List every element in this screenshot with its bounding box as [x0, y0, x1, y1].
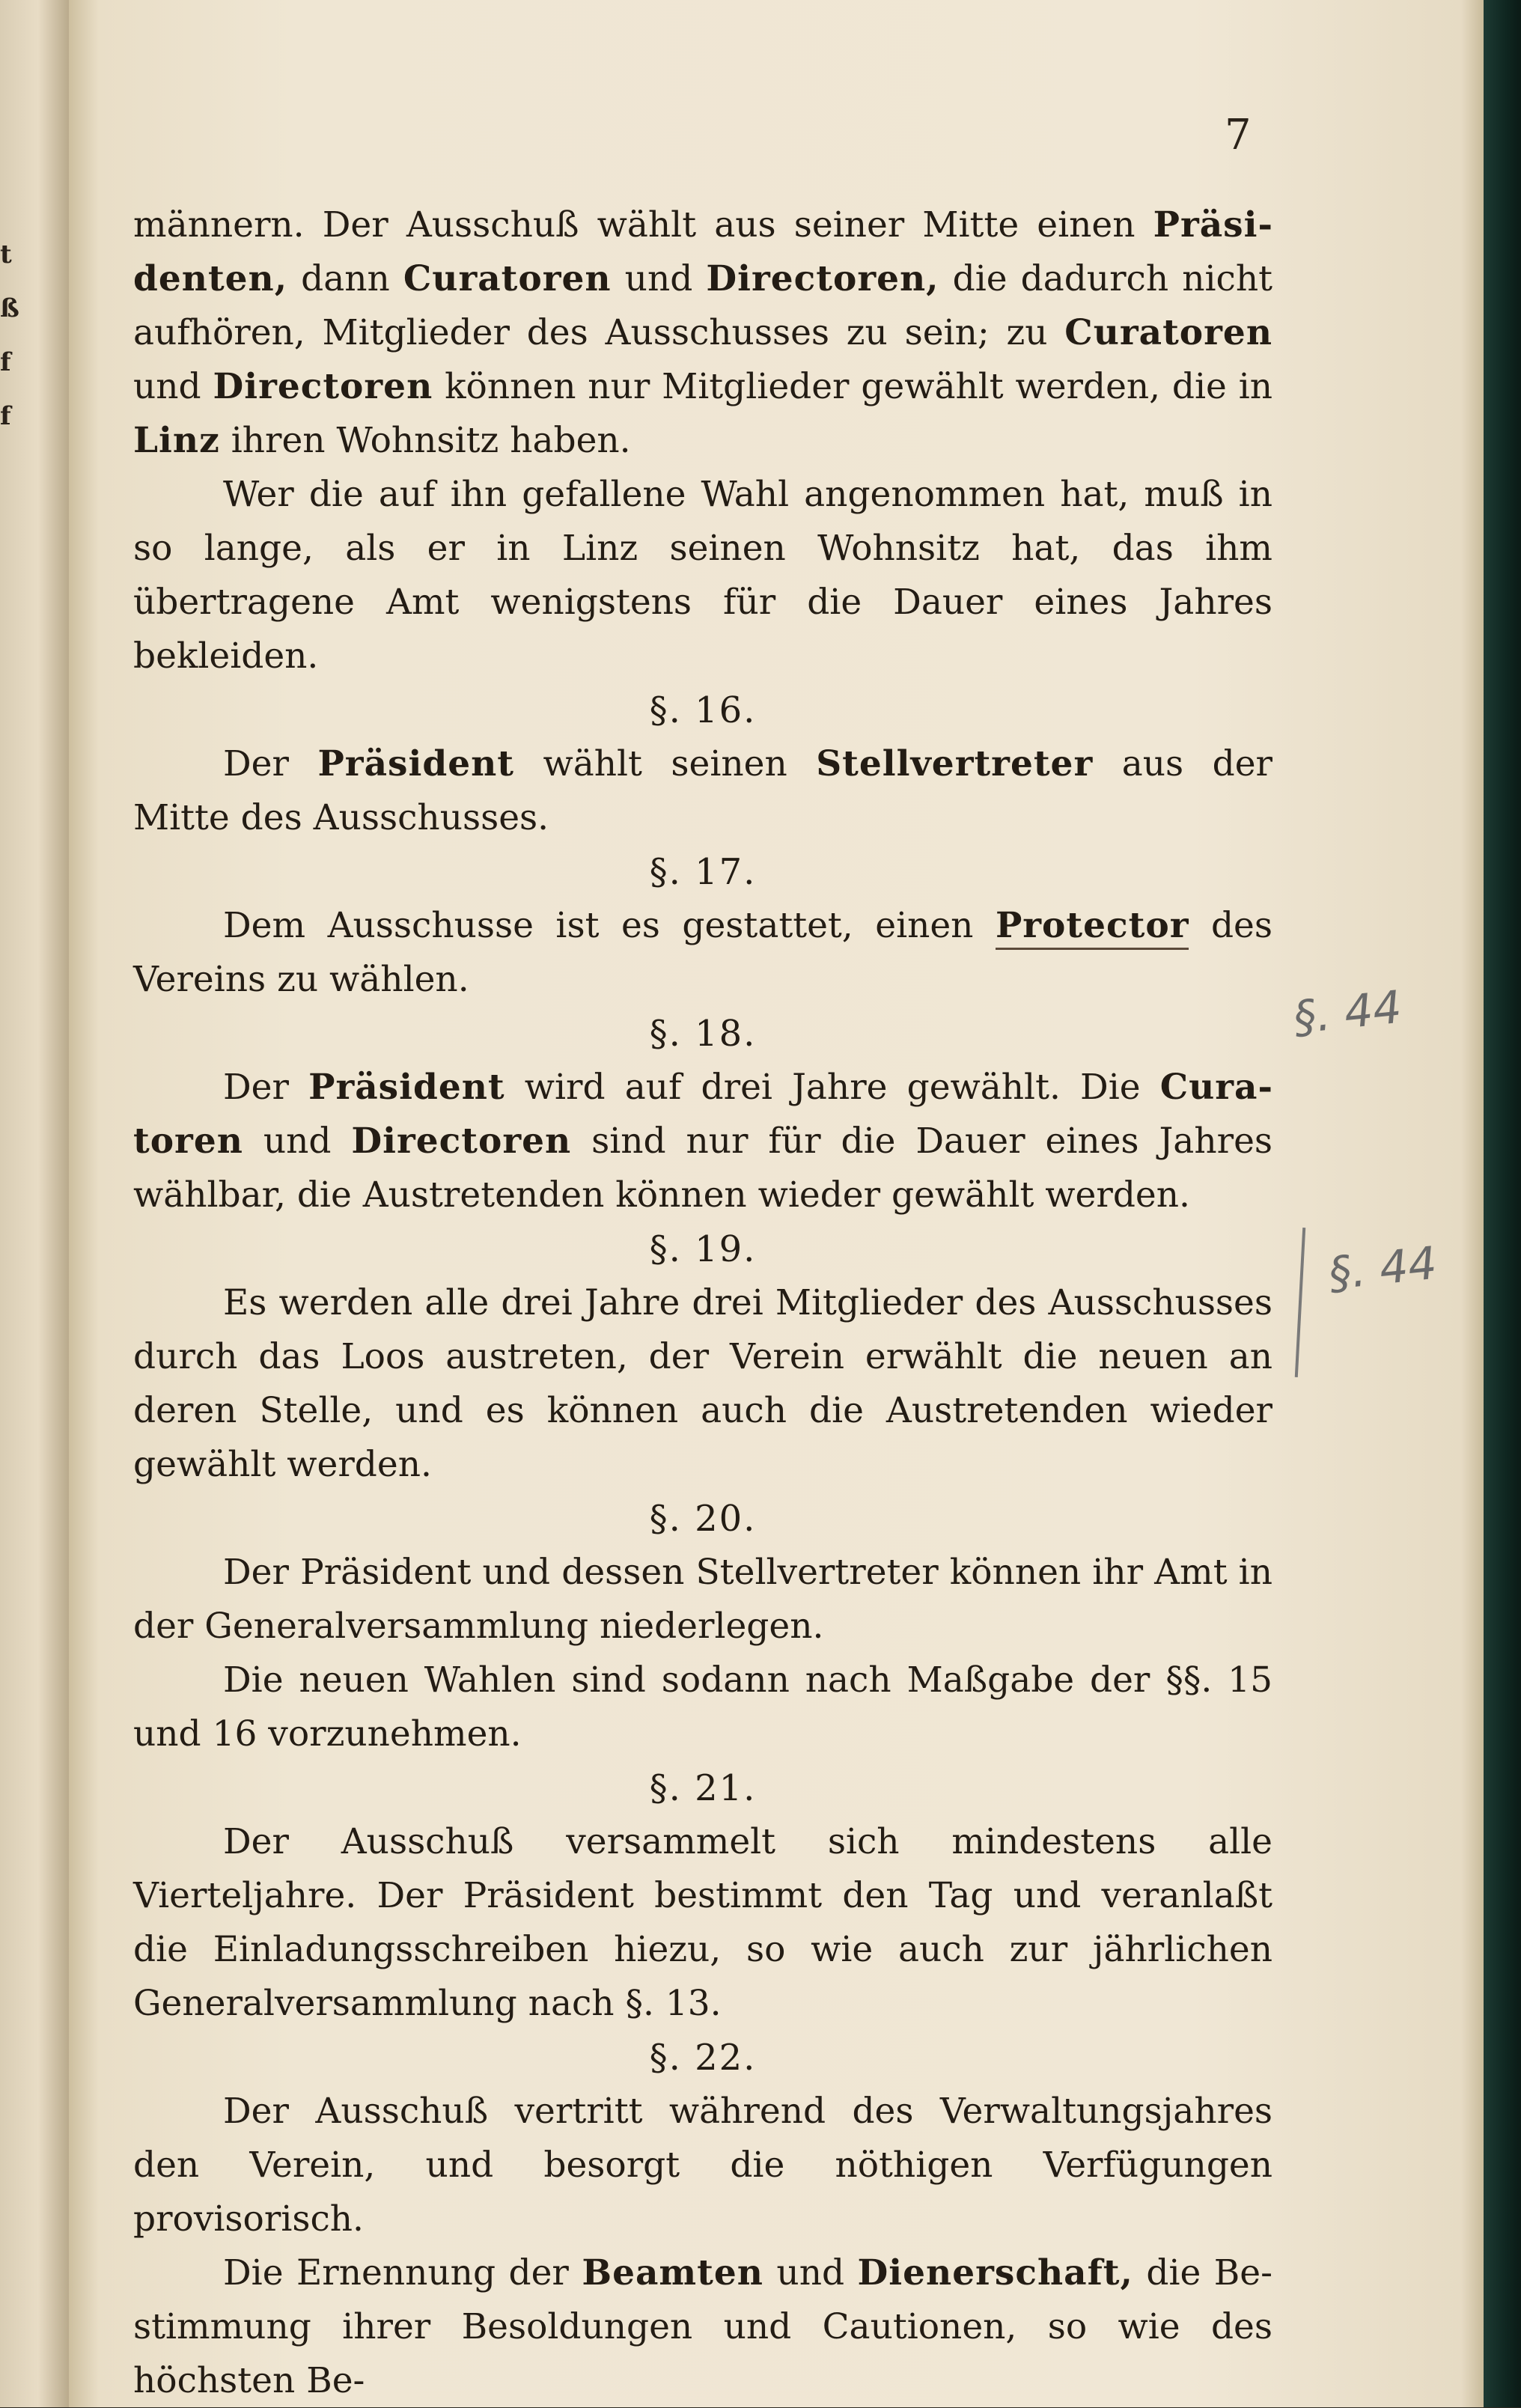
edge-char: f: [0, 401, 11, 431]
section-heading: §. 16.: [649, 689, 757, 731]
emphasized-term: Protector: [996, 905, 1189, 950]
text-run: sind nur für die Dauer eines Jahres wählbar, die Austretenden können wieder gewählt werden.: [133, 1121, 1273, 1216]
facing-page-edge: [0, 0, 69, 2407]
text-run: Es werden alle drei Jahre drei Mitglieder des Ausschusses durch das Loos austreten, der Verein erwählt die neuen an deren Stelle, und es können auch die Austretenden wieder gewählt werden.: [133, 1282, 1272, 1485]
section-heading: §. 19.: [649, 1228, 757, 1270]
emphasized-term: Directoren: [213, 366, 433, 407]
text-run: und: [133, 366, 213, 407]
text-run: männern. Der Ausschuß wählt aus seiner Mitte einen: [133, 204, 1153, 246]
emphasized-term: Curatoren: [403, 258, 612, 299]
paragraph: [133, 468, 1272, 683]
text-run: ihren Wohnsitz haben.: [219, 420, 631, 461]
text-run: des Vereins zu wählen.: [133, 905, 1272, 1000]
text-run: Dem Ausschusse ist es gestattet, einen: [223, 905, 996, 946]
edge-char: t: [0, 240, 12, 269]
section-heading: §. 17.: [649, 851, 757, 893]
emphasized-term: Directoren,: [706, 258, 939, 299]
body-text: [133, 198, 1272, 2408]
emphasized-term: Curatoren: [133, 1067, 1272, 1162]
edge-char: f: [0, 347, 11, 377]
page-number: 7: [1225, 111, 1252, 159]
text-run: können nur Mitglieder gewählt werden, die in: [433, 366, 1272, 407]
paragraph: [133, 737, 1272, 845]
text-run: und: [243, 1121, 352, 1162]
emphasized-term: Linz: [133, 420, 220, 461]
paragraph: [133, 1546, 1272, 1653]
text-run: Der Ausschuß versammelt sich mindestens alle Vierteljahre. Der Präsident bestimmt den Tag und veranlaßt die Einladungsschreiben hiezu, so wie auch zur jährlichen Generalversammlung nach §. 13.: [133, 1821, 1272, 2024]
handwritten-margin-note: §. 44: [1290, 981, 1404, 1045]
paragraph: [133, 1061, 1272, 1222]
facing-page-text-fragments: [0, 240, 21, 455]
text-run: Der Präsident und dessen Stellvertreter können ihr Amt in der Generalversammlung niederlegen.: [133, 1552, 1272, 1647]
paragraph: [133, 198, 1272, 468]
text-run: Der: [223, 1067, 309, 1108]
text-run: dann: [287, 258, 403, 299]
text-run: Der: [223, 743, 318, 784]
emphasized-term: Präsident: [308, 1067, 505, 1108]
text-run: Die neuen Wahlen sind sodann nach Maßgabe der §§. 15 und 16 vorzunehmen.: [133, 1659, 1272, 1755]
section-heading: §. 21.: [649, 1767, 757, 1809]
emphasized-term: Beamten: [582, 2252, 763, 2293]
paragraph: [133, 899, 1272, 1007]
paragraph: [133, 2246, 1272, 2408]
section-heading: §. 20.: [649, 1498, 757, 1540]
text-run: und: [763, 2252, 858, 2293]
edge-char: ß: [0, 293, 19, 323]
text-run: wählt seinen: [514, 743, 817, 784]
text-run: Der Ausschuß vertritt während des Verwaltungsjahres den Verein, und besorgt die nöthigen Verfügungen provisorisch.: [133, 2091, 1272, 2240]
emphasized-term: Directoren: [351, 1121, 572, 1162]
section-heading: §. 18.: [649, 1013, 757, 1055]
paragraph: [133, 2085, 1272, 2246]
paragraph: [133, 1276, 1272, 1492]
text-run: wird auf drei Jahre gewählt. Die: [505, 1067, 1160, 1108]
emphasized-term: Dienerschaft,: [857, 2252, 1133, 2293]
handwritten-margin-note: §. 44: [1326, 1237, 1439, 1301]
text-run: die dadurch nicht aufhören, Mitglieder des Ausschusses zu sein; zu: [133, 258, 1272, 353]
text-run: aus der Mitte des Ausschusses.: [133, 743, 1272, 838]
text-run: Die Ernennung der: [223, 2252, 582, 2293]
emphasized-term: Präsident: [317, 743, 514, 784]
section-heading: §. 22.: [649, 2037, 757, 2079]
book-binding: [1484, 0, 1521, 2407]
text-run: die Bestimmung ihrer Besoldungen und Cautionen, so wie des höchsten Be-: [133, 2252, 1273, 2401]
emphasized-term: Präsidenten,: [133, 204, 1272, 299]
paragraph: [133, 1815, 1272, 2031]
emphasized-term: Stellvertreter: [816, 743, 1094, 784]
paragraph: [133, 1653, 1272, 1761]
text-run: und: [611, 258, 707, 299]
emphasized-term: Curatoren: [1064, 312, 1272, 353]
text-run: Wer die auf ihn gefallene Wahl angenommen hat, muß in so lange, als er in Linz seinen Wohnsitz hat, das ihm übertragene Amt wenigstens für die Dauer eines Jahres bekleiden.: [133, 474, 1272, 677]
